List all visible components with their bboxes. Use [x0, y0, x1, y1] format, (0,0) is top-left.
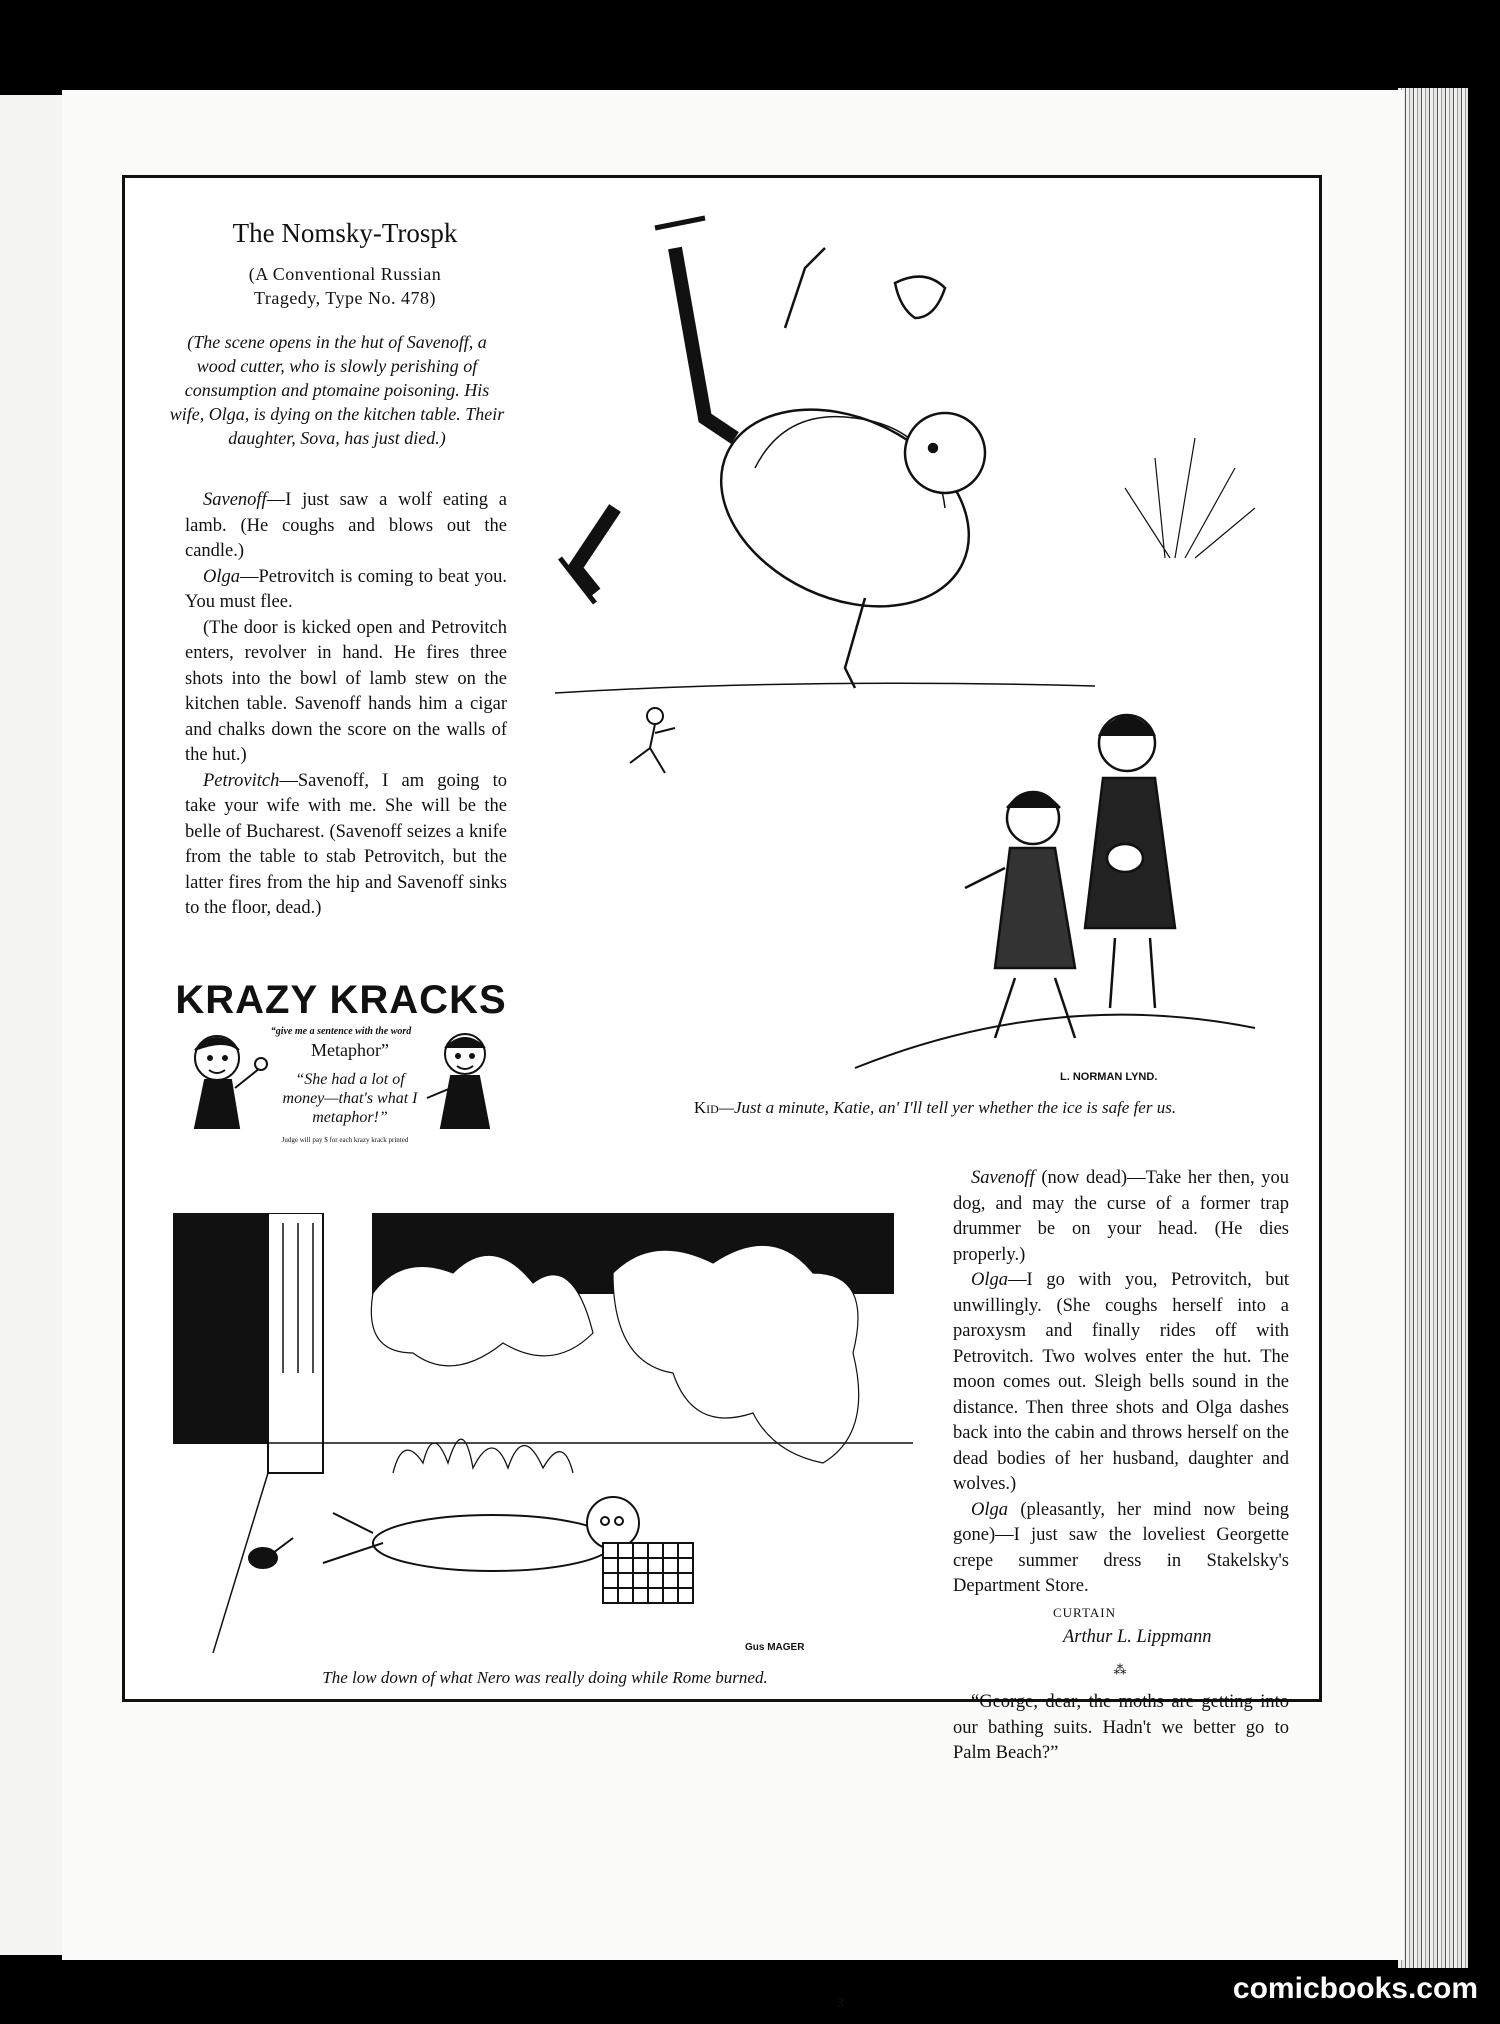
- hat-icon: [895, 277, 945, 318]
- author-name: Arthur L. Lippmann: [1063, 1627, 1212, 1647]
- paragraph-text: —Petrovitch is coming to beat you. You must flee.: [185, 566, 507, 612]
- krazy-kracks-answer: “She had a lot of money—that's what I metaphor!”: [282, 1071, 418, 1126]
- paragraph: [953, 1268, 1289, 1498]
- subtitle-line: Tragedy, Type No. 478): [253, 288, 437, 308]
- watermark: comicbooks.com: [1232, 1972, 1478, 2005]
- paragraph-text: (pleasantly, her mind now being gone)—I just saw the loveliest Georgette crepe summer dress in Stakelsky's Department Store.: [953, 1499, 1289, 1596]
- column-icon: [268, 1213, 323, 1473]
- paragraph: [185, 565, 507, 616]
- bush-icon: [1125, 438, 1255, 558]
- speaker: Savenoff: [203, 490, 267, 510]
- crossword-icon: [603, 1543, 693, 1603]
- speaker: Olga: [203, 566, 240, 587]
- fire-icon: [393, 1439, 573, 1473]
- distant-skater-icon: [630, 708, 675, 773]
- left-boy-icon: [195, 1036, 267, 1128]
- nero-figure-icon: [323, 1497, 639, 1571]
- curtain-label: CURTAIN: [1053, 1604, 1116, 1620]
- fiddle-icon: [249, 1538, 293, 1568]
- content-frame: [122, 175, 1322, 2011]
- page-number: 3: [837, 1996, 844, 2011]
- horizon-line: [555, 683, 1095, 693]
- krazy-kracks-footer: Judge will pay $ for each krazy krack printed: [281, 1136, 409, 1144]
- speaker: Savenoff: [971, 1168, 1035, 1188]
- bank-line: [855, 1015, 1255, 1068]
- girl-icon: [1085, 715, 1175, 1008]
- subtitle-line: (A Conventional Russian: [248, 264, 442, 284]
- separator-stars: ⁂: [1113, 1661, 1129, 1677]
- paragraph-text: —I just saw a wolf eating a lamb. (He coughs and blows out the candle.): [185, 490, 507, 561]
- paragraph-text: —Savenoff, I am going to take your wife with me. She will be the belle of Bucharest. (Savenoff seizes a knife from the table to stab Petrovitch, but the latter fires from the hip and Savenoff sinks to the floor, dead.): [185, 770, 507, 918]
- paragraph-text: —I go with you, Petrovitch, but unwillingly. (She coughs herself into a paroxysm and finally rides off with Petrovitch. Two wolves enter the hut. The moon comes out. Sleigh bells sound in the distance. Then three shots and Olga dashes back into the cabin and throws herself on the dead bodies of her husband, daughter and wolves.): [953, 1270, 1289, 1494]
- stage-direction: (The scene opens in the hut of Savenoff, a wood cutter, who is slowly perishing of consumption and ptomaine poisoning. His wife, Olga, is dying on the kitchen table. Their daughter, Sova, has just died.): [169, 332, 505, 448]
- boy-icon: [965, 792, 1075, 1038]
- speaker: Olga: [971, 1270, 1008, 1290]
- article-subtitle: [185, 262, 505, 310]
- paragraph: [185, 769, 507, 922]
- speaker: Petrovitch: [203, 770, 280, 791]
- dark-wall: [173, 1213, 268, 1443]
- paragraph: [953, 1166, 1289, 1268]
- joke-text: “George, dear, the moths are getting into our bathing suits. Hadn't we better go to Palm Beach?”: [953, 1692, 1289, 1763]
- article-column-left: [185, 488, 507, 922]
- krazy-kracks-title: KRAZY KRACKS: [175, 978, 507, 1022]
- caption-speaker: Kid: [693, 1098, 719, 1117]
- caption-text: —Just a minute, Katie, an' I'll tell yer whether the ice is safe fer us.: [718, 1098, 1177, 1117]
- paragraph-text: (now dead)—Take her then, you dog, and may the curse of a former trap drummer be on your head. (He dies properly.): [953, 1168, 1289, 1265]
- cartoon1-caption: [585, 1098, 1285, 1118]
- article-title: The Nomsky-Trospk: [232, 218, 458, 248]
- cartoon2-signature: Gus MAGER: [745, 1642, 805, 1653]
- skating-cartoon: [555, 208, 1295, 1088]
- cartoon2-caption: The low down of what Nero was really doing while Rome burned.: [322, 1668, 768, 1687]
- nero-cartoon: [173, 1213, 913, 1653]
- krazy-kracks-subtitle: “give me a sentence with the word: [270, 1026, 412, 1037]
- paragraph: (The door is kicked open and Petrovitch enters, revolver in hand. He fires three shots into the bowl of lamb stew on the kitchen table. Savenoff hands him a cigar and chalks down the score on the walls of the hut.): [185, 617, 507, 765]
- article-column-right: [953, 1166, 1289, 1767]
- speaker: Olga: [971, 1499, 1008, 1520]
- right-boy-icon: [427, 1034, 489, 1128]
- left-page-edge: [0, 95, 70, 1955]
- cartoon1-signature: L. NORMAN LYND.: [1060, 1071, 1158, 1083]
- paragraph: [185, 488, 507, 565]
- paragraph: [953, 1498, 1289, 1600]
- krazy-kracks-word: Metaphor”: [311, 1040, 389, 1060]
- smoke-icon: [371, 1245, 858, 1463]
- page-stack-edge: [1398, 88, 1468, 1968]
